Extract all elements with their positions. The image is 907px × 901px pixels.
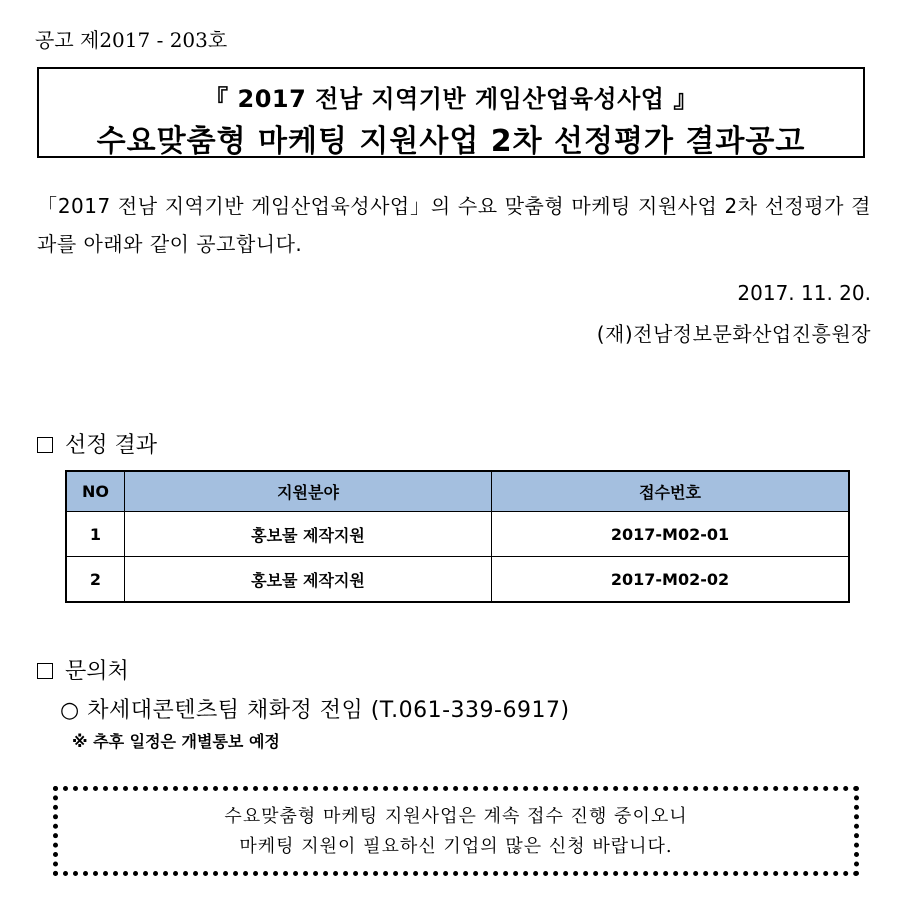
- cell-field: 홍보물 제작지원: [125, 557, 492, 603]
- cell-field: 홍보물 제작지원: [125, 512, 492, 557]
- contact-info: ○ 차세대콘텐츠팀 채화정 전임 (T.061-339-6917): [60, 698, 570, 723]
- closing-line-2: 마케팅 지원이 필요하신 기업의 많은 신청 바랍니다.: [239, 836, 673, 857]
- notice-number: 공고 제2017 - 203호: [35, 28, 228, 52]
- checkbox-square-icon: [37, 663, 53, 679]
- checkbox-square-icon: [37, 437, 53, 453]
- cell-no: 2: [66, 557, 125, 603]
- table-header-row: [66, 471, 849, 512]
- cell-no: 1: [66, 512, 125, 557]
- result-table: [65, 470, 850, 603]
- section-result-heading: [37, 428, 157, 459]
- header-receipt: 접수번호: [492, 471, 850, 512]
- cell-receipt: 2017-M02-02: [492, 557, 850, 603]
- issuing-organization: (재)전남정보문화산업진흥원장: [596, 322, 871, 346]
- table-row: [66, 512, 849, 557]
- intro-paragraph: 「2017 전남 지역기반 게임산업육성사업」의 수요 맞춤형 마케팅 지원사업 2차 선정평가 결과를 아래와 같이 공고합니다.: [37, 194, 871, 256]
- table-row: [66, 557, 849, 603]
- title-box: [37, 67, 865, 158]
- title-line-2: 수요맞춤형 마케팅 지원사업 2차 선정평가 결과공고: [96, 124, 806, 159]
- header-field: 지원분야: [125, 471, 492, 512]
- notice-date: 2017. 11. 20.: [737, 281, 871, 305]
- cell-receipt: 2017-M02-01: [492, 512, 850, 557]
- section-result-label: 선정 결과: [65, 433, 158, 458]
- section-contact-label: 문의처: [65, 659, 129, 684]
- title-line-1: 『 2017 전남 지역기반 게임산업육성사업 』: [204, 85, 698, 113]
- section-contact-heading: [37, 654, 129, 685]
- closing-notice-box: [53, 786, 859, 876]
- closing-line-1: 수요맞춤형 마케팅 지원사업은 계속 접수 진행 중이오니: [224, 806, 688, 827]
- header-no: NO: [66, 471, 125, 512]
- schedule-note: ※ 추후 일정은 개별통보 예정: [72, 732, 280, 751]
